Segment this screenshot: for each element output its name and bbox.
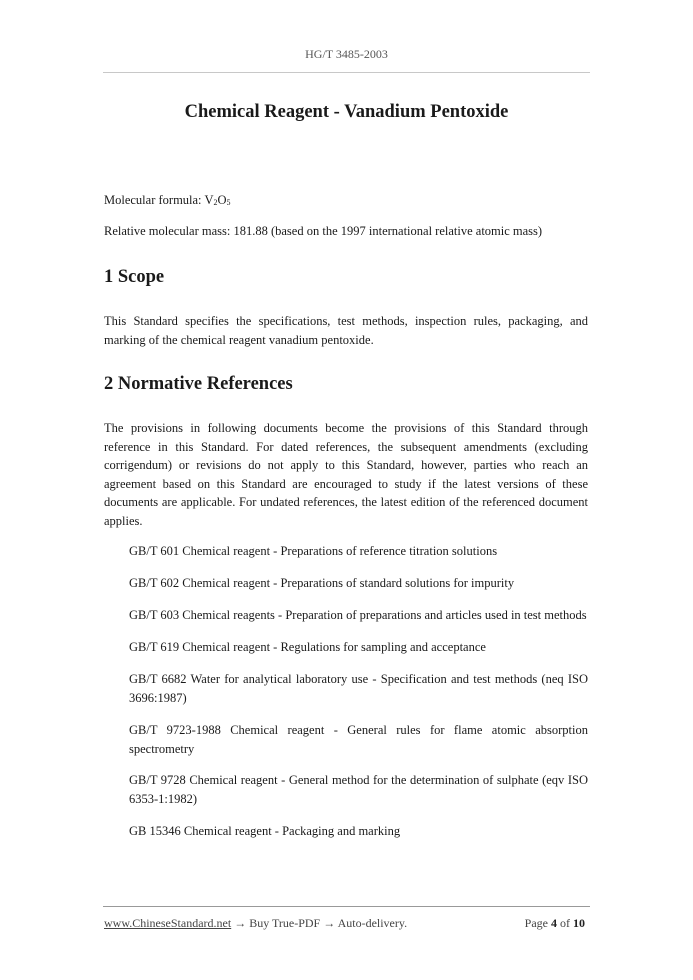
molecular-formula xyxy=(104,193,231,208)
scope-paragraph: This Standard specifies the specifications, test methods, inspection rules, packaging, and marking of the chemical reagent vanadium pentoxide. xyxy=(104,314,588,347)
formula-label: Molecular formula: xyxy=(104,193,205,207)
header-doc-code: HG/T 3485-2003 xyxy=(305,47,388,61)
page-word: Page xyxy=(524,916,548,930)
normative-references-paragraph: The provisions in following documents become the provisions of this Standard through reference in this Standard. For dated references, the subsequent amendments (excluding corrigendum) or revisions do not apply to this Standard, however, parties who reach an agreement based on this Standard are encouraged to study if the latest versions of these documents are applicable. For undated references, the latest edition of the referenced document applies. xyxy=(104,421,588,528)
reference-item: GB/T 603 Chemical reagents - Preparation of preparations and articles used in test methods xyxy=(129,608,587,622)
page-number: 4 xyxy=(551,916,557,930)
section-heading-scope: 1 Scope xyxy=(104,267,165,287)
reference-item: GB/T 619 Chemical reagent - Regulations for sampling and acceptance xyxy=(129,640,486,654)
document-title: Chemical Reagent - Vanadium Pentoxide xyxy=(184,102,509,122)
molecular-mass: Relative molecular mass: 181.88 (based on the 1997 international relative atomic mass) xyxy=(104,224,543,238)
footer-divider xyxy=(103,906,590,907)
of-word: of xyxy=(560,916,570,930)
formula-v: V xyxy=(204,193,214,207)
footer-site-link[interactable]: www.ChineseStandard.net xyxy=(104,916,232,930)
reference-item: GB 15346 Chemical reagent - Packaging and marking xyxy=(129,824,401,838)
footer-promo-text: → Buy True-PDF → Auto-delivery. xyxy=(231,916,408,930)
reference-item: GB/T 9728 Chemical reagent - General method for the determination of sulphate (eqv ISO 6353-1:1982) xyxy=(129,773,588,806)
formula-o: O xyxy=(217,193,227,207)
reference-item: GB/T 6682 Water for analytical laboratory use - Specification and test methods (neq ISO 3696:1987) xyxy=(129,672,588,705)
page-total: 10 xyxy=(573,916,585,930)
footer-promo xyxy=(104,916,407,931)
header-divider xyxy=(103,72,590,73)
reference-item: GB/T 602 Chemical reagent - Preparations of standard solutions for impurity xyxy=(129,576,515,590)
section-heading-normative-references: 2 Normative References xyxy=(104,374,293,394)
formula-v-subscript: 2 xyxy=(213,198,218,207)
formula-o-subscript: 5 xyxy=(226,198,231,207)
reference-item: GB/T 9723-1988 Chemical reagent - General rules for flame atomic absorption spectrometry xyxy=(129,723,588,756)
page-indicator xyxy=(525,916,585,931)
reference-item: GB/T 601 Chemical reagent - Preparations of reference titration solutions xyxy=(129,544,498,558)
